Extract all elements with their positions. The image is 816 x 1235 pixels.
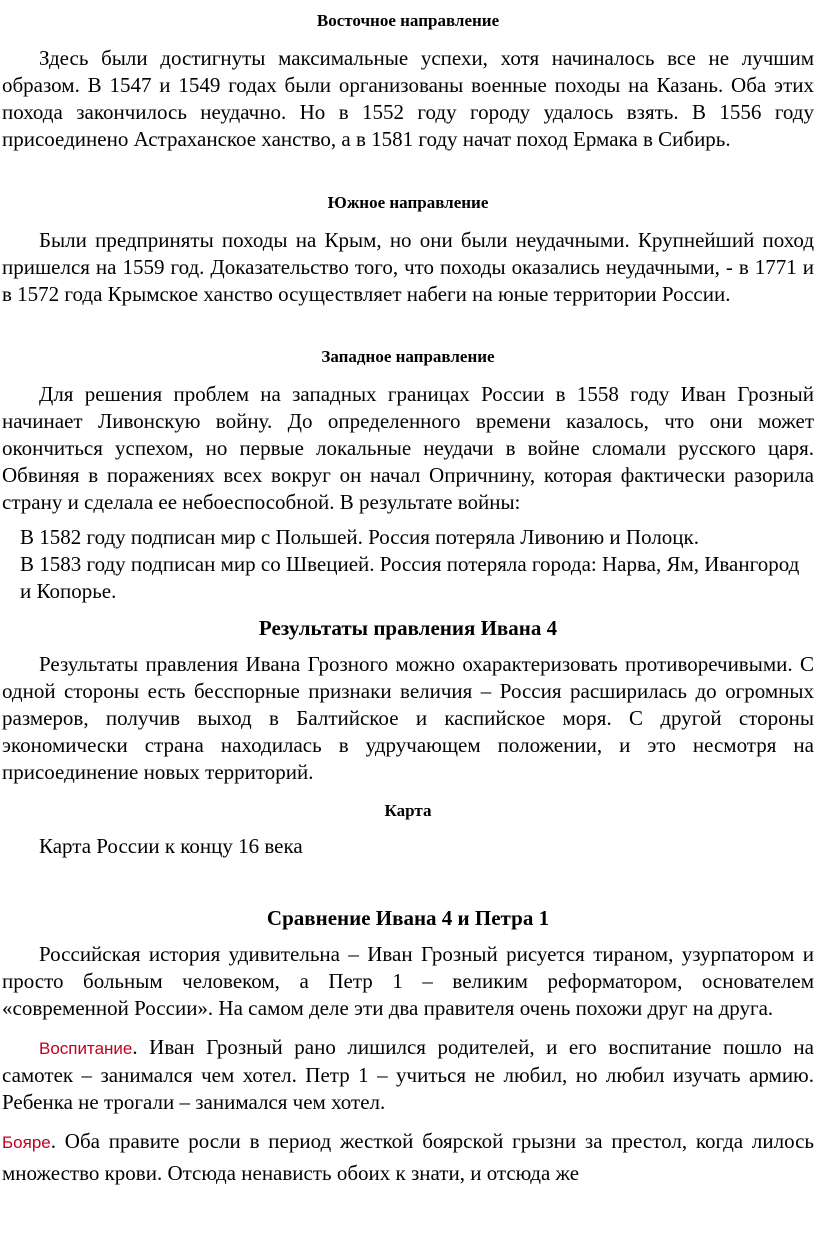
war-results-list bbox=[2, 524, 814, 605]
heading-west: Западное направление bbox=[321, 347, 495, 366]
list-item: В 1583 году подписан мир со Швецией. Россия потеряла города: Нарва, Ям, Ивангород и Копорье. bbox=[20, 552, 800, 603]
heading-map: Карта bbox=[384, 801, 432, 820]
paragraph-boyars bbox=[2, 1126, 814, 1189]
paragraph-west: Для решения проблем на западных границах России в 1558 году Иван Грозный начинает Ливонскую войну. До определенного времени казалось, что они может окончиться успехом, но первые локальные неудачи в войне сломали русского царя. Обвиняя в поражениях всех вокруг он начал Опричнину, которая фактически разорила страну и сделала ее небоеспособной. В результате войны: bbox=[2, 382, 814, 514]
paragraph-map: Карта России к концу 16 века bbox=[39, 834, 303, 858]
paragraph-results: Результаты правления Ивана Грозного можно охарактеризовать противоречивыми. С одной стороны есть бесспорные признаки величия – Россия расширилась до огромных размеров, получив выход в Балтийское и каспийское моря. С другой стороны экономически страна находилась в удручающем положении, и это несмотря на присоединение новых территорий. bbox=[2, 652, 814, 784]
heading-east: Восточное направление bbox=[316, 11, 500, 30]
paragraph-east: Здесь были достигнуты максимальные успехи, хотя начиналось все не лучшим образом. В 1547 и 1549 годах были организованы военные походы на Казань. Оба этих похода закончилось неудачно. Но в 1552 году городу удалось взять. В 1556 году присоединено Астраханское ханство, а в 1581 году начат поход Ермака в Сибирь. bbox=[2, 46, 814, 151]
heading-results: Результаты правления Ивана 4 bbox=[258, 616, 558, 640]
boyars-text: . Оба правите росли в период жесткой боярской грызни за престол, когда лилось множество крови. Отсюда ненависть обоих к знати, и отсюда же bbox=[2, 1129, 814, 1185]
upbringing-label: Воспитание bbox=[39, 1039, 133, 1058]
section-comparison bbox=[2, 905, 814, 1189]
section-results bbox=[2, 615, 814, 786]
section-south bbox=[2, 192, 814, 308]
paragraph-south: Были предприняты походы на Крым, но они были неудачными. Крупнейший поход пришелся на 1559 год. Доказательство того, что походы оказались неудачными, - в 1771 и в 1572 года Крымское ханство осуществляет набеги на юные территории России. bbox=[2, 228, 814, 306]
list-item: В 1582 году подписан мир с Польшей. Россия потеряла Ливонию и Полоцк. bbox=[20, 525, 699, 549]
upbringing-text: . Иван Грозный рано лишился родителей, и его воспитание пошло на самотек – занимался чем хотел. Петр 1 – учиться не любил, но любил изучать армию. Ребенка не трогали – занимался чем хотел. bbox=[2, 1035, 814, 1114]
heading-comparison: Сравнение Ивана 4 и Петра 1 bbox=[266, 906, 550, 930]
paragraph-comparison: Российская история удивительна – Иван Грозный рисуется тираном, узурпатором и просто больным человеком, а Петр 1 – великим реформатором, основателем «современной России». На самом деле эти два правителя очень похожи друг на друга. bbox=[2, 942, 814, 1020]
section-map bbox=[2, 800, 814, 860]
paragraph-upbringing bbox=[2, 1034, 814, 1116]
boyars-label: Бояре bbox=[2, 1133, 51, 1152]
section-east bbox=[2, 10, 814, 153]
section-west bbox=[2, 346, 814, 605]
heading-south: Южное направление bbox=[327, 193, 489, 212]
